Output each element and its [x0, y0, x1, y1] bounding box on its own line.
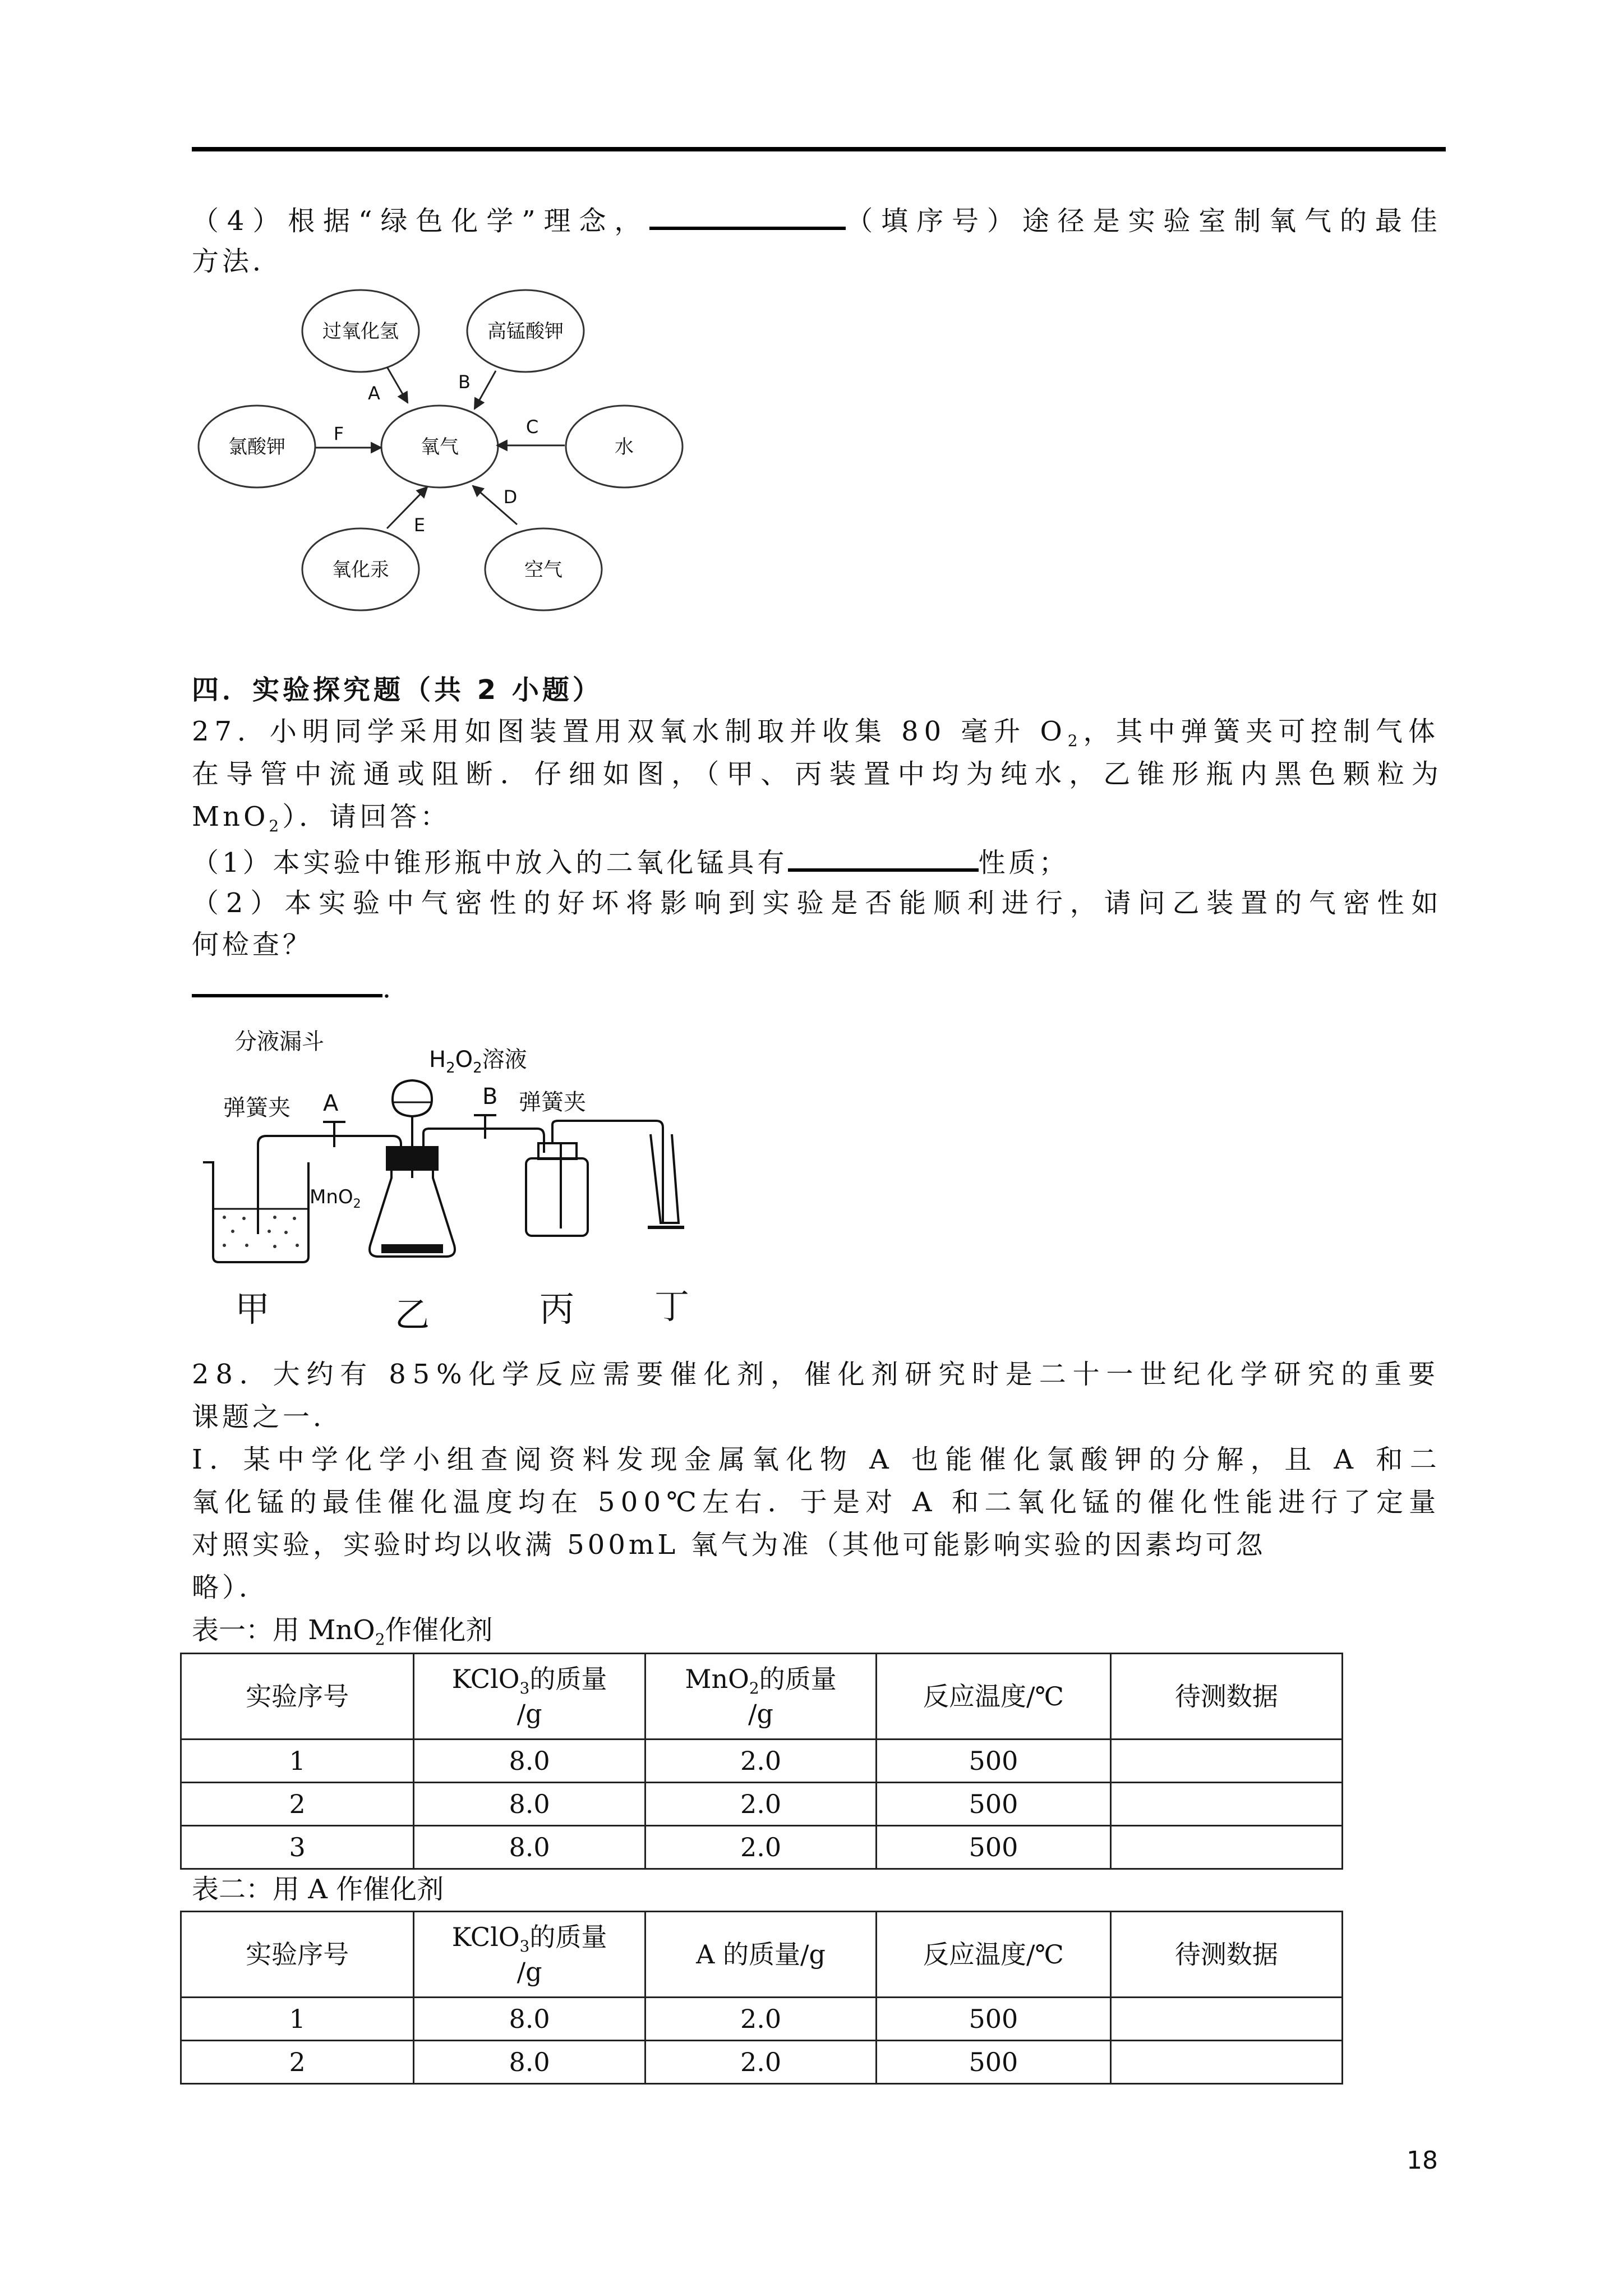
- cell-temp: 500: [877, 1998, 1110, 2041]
- q27-line3-text: MnO: [192, 801, 269, 832]
- device-label-bing: 丙: [539, 1289, 575, 1329]
- cell-catalyst: 2.0: [645, 1740, 876, 1783]
- spring-clip-a[interactable]: [323, 1122, 345, 1147]
- table1-caption-text: 表一：用 MnO: [192, 1614, 375, 1646]
- table2-header-a-mass: A 的质量/g: [645, 1912, 876, 1998]
- route-label-c: C: [525, 416, 539, 438]
- water-dots: [223, 1216, 299, 1248]
- q27-line2: 在导管中流通或阻断．仔细如图，（甲、丙装置中均为纯水，乙锥形瓶内黑色颗粒为: [192, 758, 1446, 790]
- route-label-b: B: [458, 371, 471, 393]
- header-rule: [192, 147, 1446, 151]
- table1-header-kclo3: KClO$_3$的质量 /g: [414, 1654, 645, 1740]
- table1-caption-text-b: 作催化剂: [385, 1614, 493, 1646]
- q27-line3: [192, 800, 450, 834]
- cell-no: 1: [181, 1740, 414, 1783]
- cell-catalyst: 2.0: [645, 1998, 876, 2041]
- q27-line3-text-b: ）．请回答：: [282, 801, 451, 832]
- page-number: 18: [1407, 2146, 1438, 2175]
- label-oxygen: 氧气: [421, 436, 459, 458]
- graduated-cylinder-ding: [651, 1134, 679, 1223]
- table1-caption: [192, 1613, 493, 1647]
- mno2-label: MnO$_2$: [310, 1186, 361, 1211]
- q27-line1-text: 27．小明同学采用如图装置用双氧水制取并收集 80 毫升 O: [192, 716, 1068, 747]
- q28-line2: 课题之一．: [192, 1401, 344, 1433]
- tube-right: [552, 1121, 663, 1223]
- q27-part2-line2: 何检查？: [192, 929, 313, 960]
- spring-clip-b[interactable]: [474, 1115, 496, 1139]
- table1: [180, 1653, 1343, 1870]
- q28-p1-line1: Ⅰ．某中学化学小组查阅资料发现金属氧化物 A 也能催化氯酸钾的分解，且 A 和二: [192, 1444, 1444, 1475]
- clip-left-letter: A: [323, 1091, 339, 1116]
- route-label-f: F: [333, 423, 344, 444]
- cell-kclo3: 8.0: [414, 1998, 645, 2041]
- subscript: 2: [269, 817, 283, 835]
- cell-temp: 500: [877, 1826, 1110, 1869]
- cell-catalyst: 2.0: [645, 1783, 876, 1826]
- separatory-funnel: [393, 1080, 432, 1116]
- q26-part4-suffix: （填序号）途径是实验室制氧气的最佳: [846, 205, 1446, 237]
- q27-part2-line1: （2）本实验中气密性的好坏将影响到实验是否能顺利进行，请问乙装置的气密性如: [192, 887, 1446, 919]
- solution-label: $H_2O_2$溶液: [429, 1047, 527, 1076]
- q27-line1: [192, 715, 1441, 748]
- cell-kclo3: 8.0: [414, 1826, 645, 1869]
- clip-left-label: 弹簧夹: [223, 1095, 291, 1121]
- subscript: 2: [1067, 731, 1083, 750]
- table2-header-pending: 待测数据: [1110, 1912, 1342, 1998]
- label-air: 空气: [524, 559, 562, 581]
- table2: [180, 1911, 1343, 2085]
- label-hydrogen-peroxide: 过氧化氢: [322, 320, 399, 343]
- answer-blank-q27-2[interactable]: [192, 969, 382, 997]
- beaker-water: [214, 1209, 307, 1261]
- tube-middle: [423, 1129, 544, 1153]
- q27-part1: [192, 844, 1069, 880]
- table1-header-no: 实验序号: [181, 1654, 414, 1740]
- answer-end-period: ．: [382, 973, 413, 1004]
- cell-no: 2: [181, 2041, 414, 2084]
- label-potassium-permanganate: 高锰酸钾: [487, 320, 564, 343]
- q28-p1-line2: 氧化锰的最佳催化温度均在 500℃左右．于是对 A 和二氧化锰的催化性能进行了定量: [192, 1487, 1442, 1518]
- cell-pending[interactable]: [1110, 1826, 1342, 1869]
- cell-kclo3: 8.0: [414, 1783, 645, 1826]
- q28-p1-line4: 略）．: [192, 1572, 270, 1603]
- conical-flask-yi: [370, 1168, 455, 1257]
- tube-left: [258, 1136, 401, 1234]
- beaker-jia: [203, 1162, 308, 1262]
- label-water: 水: [615, 436, 634, 458]
- label-mercury-oxide: 氧化汞: [332, 559, 389, 581]
- arrow-a: [387, 367, 408, 403]
- table-row: [181, 1826, 1343, 1869]
- cell-pending[interactable]: [1110, 1740, 1342, 1783]
- cell-no: 1: [181, 1998, 414, 2041]
- cell-catalyst: 2.0: [645, 1826, 876, 1869]
- q28-line1: 28．大约有 85%化学反应需要催化剂，催化剂研究时是二十一世纪化学研究的重要: [192, 1359, 1442, 1390]
- table1-header-temp: 反应温度/℃: [877, 1654, 1110, 1740]
- bottle-bing: [526, 1158, 588, 1236]
- answer-blank-q26-4[interactable]: [649, 202, 846, 230]
- table-row: [181, 2041, 1343, 2084]
- label-potassium-chlorate: 氯酸钾: [228, 436, 285, 458]
- table2-header-no: 实验序号: [181, 1912, 414, 1998]
- arrow-b: [474, 371, 496, 409]
- oxygen-sources-diagram: [191, 280, 695, 645]
- q27-line1-text-b: ，其中弹簧夹可控制气体: [1083, 716, 1441, 747]
- q27-part1-suffix: 性质；: [978, 847, 1069, 878]
- cell-temp: 500: [877, 1783, 1110, 1826]
- table2-caption: 表二：用 A 作催化剂: [192, 1874, 444, 1905]
- table1-header-mno2: MnO$_2$的质量 /g: [645, 1654, 876, 1740]
- cell-kclo3: 8.0: [414, 1740, 645, 1783]
- device-label-jia: 甲: [234, 1289, 270, 1329]
- table-row: [181, 1998, 1343, 2041]
- cell-no: 3: [181, 1826, 414, 1869]
- cell-pending[interactable]: [1110, 1783, 1342, 1826]
- q28-p1-line3: 对照实验，实验时均以收满 500mL 氧气为准（其他可能影响实验的因素均可忽: [192, 1529, 1266, 1561]
- cell-catalyst: 2.0: [645, 2041, 876, 2084]
- funnel-label: 分液漏斗: [234, 1029, 324, 1055]
- answer-blank-q27-1[interactable]: [788, 844, 979, 872]
- table1-header-pending: 待测数据: [1110, 1654, 1342, 1740]
- q27-answer-line: [192, 969, 413, 1005]
- device-label-ding: 丁: [654, 1286, 690, 1327]
- device-label-yi: 乙: [394, 1294, 430, 1335]
- cell-pending[interactable]: [1110, 1998, 1342, 2041]
- table2-header-temp: 反应温度/℃: [877, 1912, 1110, 1998]
- table-row: [181, 1740, 1343, 1783]
- cell-pending[interactable]: [1110, 2041, 1342, 2084]
- q27-part1-prefix: （1）本实验中锥形瓶中放入的二氧化锰具有: [192, 847, 788, 878]
- table-row: [181, 1783, 1343, 1826]
- q26-part4-line2: 方法．: [192, 246, 283, 277]
- table2-header-row: [181, 1912, 1343, 1998]
- cell-no: 2: [181, 1783, 414, 1826]
- route-label-d: D: [503, 486, 518, 508]
- cell-temp: 500: [877, 1740, 1110, 1783]
- route-label-e: E: [413, 514, 426, 536]
- cell-kclo3: 8.0: [414, 2041, 645, 2084]
- cell-temp: 500: [877, 2041, 1110, 2084]
- apparatus-diagram: [191, 1010, 723, 1346]
- mno2-particles: [381, 1244, 443, 1253]
- q26-part4-prefix: （4）根据“绿色化学”理念，: [192, 205, 650, 237]
- route-label-a: A: [368, 383, 380, 404]
- clip-right-label: 弹簧夹: [519, 1089, 586, 1115]
- table1-header-row: [181, 1654, 1343, 1740]
- clip-right-letter: B: [482, 1084, 498, 1110]
- section-heading: 四．实验探究题（共 2 小题）: [192, 674, 603, 706]
- q26-part4-line1: [192, 202, 1446, 238]
- subscript: 2: [375, 1630, 385, 1649]
- table2-header-kclo3: KClO$_3$的质量 /g: [414, 1912, 645, 1998]
